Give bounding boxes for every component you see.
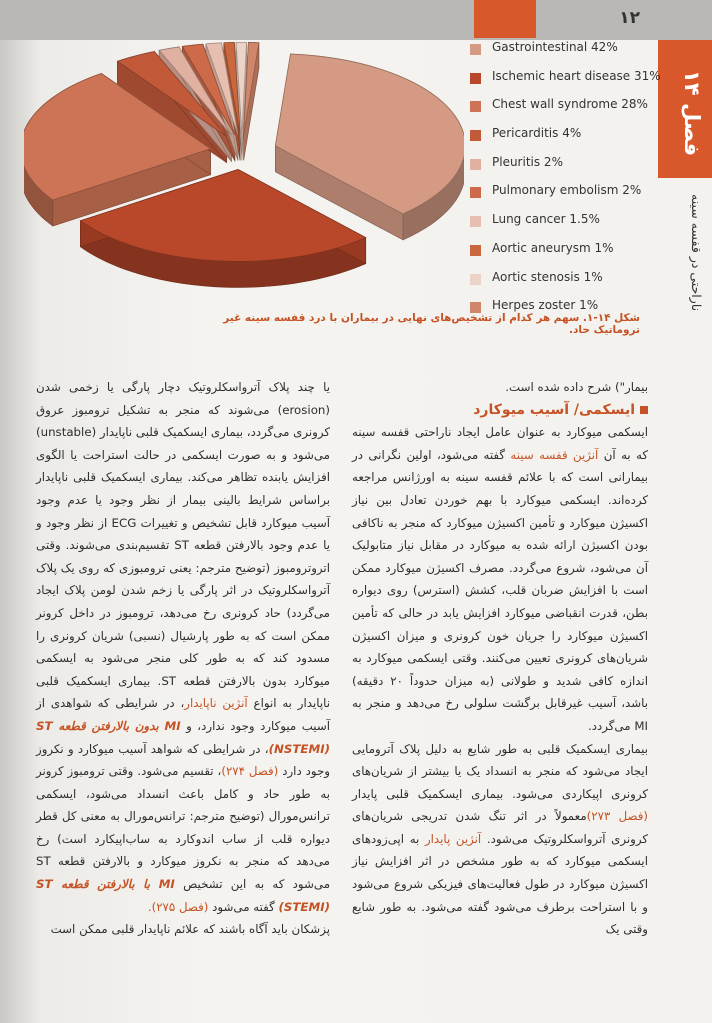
paragraph: پزشکان باید آگاه باشند که علائم ناپایدار قلبی ممکن است xyxy=(50,922,330,937)
chart-legend xyxy=(470,38,661,325)
legend-label: Aortic aneurysm 1% xyxy=(492,240,614,255)
intro-line: بیمار") شرح داده شده است. xyxy=(505,380,648,394)
chapter-reference: (فصل ۲۷۳) xyxy=(586,809,649,824)
legend-item xyxy=(470,38,650,67)
paragraph-text: گفته می‌شود xyxy=(212,899,275,914)
legend-label: Chest wall syndrome 28% xyxy=(492,97,648,112)
chapter-label: فصل ۱۴ xyxy=(680,69,704,157)
page-number: ۱۲ xyxy=(619,8,640,28)
heading-bullet-icon xyxy=(640,406,648,414)
figure-caption: شکل ۱۴-۱. سهم هر کدام از تشخیص‌های نهایی در بیماران با درد قفسه سینه غیر تروماتیک حاد. xyxy=(223,312,640,336)
paragraph-text: بیماری ایسکمیک قلبی به طور شایع به دلیل پلاک آترومایی ایجاد می‌شود که منجر به انسداد یک یا بیشتر از شریان‌های کرونری اپیکاردی می‌شود. بیماری ایسکمیک قلبی پایدار xyxy=(352,741,648,801)
legend-item xyxy=(470,153,650,182)
section-heading xyxy=(352,399,648,422)
highlight-term: MI بدون بالارفتن قطعه ST (NSTEMI) xyxy=(36,718,330,756)
paragraph xyxy=(352,421,648,737)
legend-swatch xyxy=(470,245,481,256)
paragraph-text: معمولاً در اثر تنگ شدن تدریجی شریان‌های کرونری آترواسکلروتیک می‌شود. xyxy=(352,809,649,846)
highlight-term: آنژین قفسه سینه xyxy=(510,447,599,462)
legend-label: Pleuritis 2% xyxy=(492,154,563,169)
section-heading-text: ایسکمی/ آسیب میوکارد xyxy=(473,401,635,418)
legend-swatch xyxy=(470,130,481,141)
legend-swatch xyxy=(470,159,481,170)
paragraph-text: ، تقسیم می‌شود. وقتی ترومبوز کرونر به طور حاد و کامل باعث انسداد می‌شود، ایسکمی ترانس‌مورال (توضیح مترجم: ترانس‌مورال به معنی کل قطر دیواره قلب از ساب اندوکارد به ساب‌اپیکارد است) رخ می‌دهد که منجر به نکروز میوکارد و بالارفتن قطعه ST می‌شود که به این تشخیص xyxy=(36,764,331,892)
legend-item xyxy=(470,268,650,297)
paragraph-text: گفته می‌شود، اولین نگرانی در بیمارانی است که با علائم قفسه سینه به اورژانس مراجعه کرده‌اند. ایسکمی میوکارد با بهم خوردن تعادل بین نیاز اکسیژن میوکارد و تأمین اکسیژن میوکارد که منجر به ناکافی بودن اکسیژن ارائه شده به میوکارد در مقابل نیاز متابولیک آن می‌شود، شروع می‌گردد. مصرف اکسیژن میوکارد ممکن است با افزایش ضربان قلب، کشش (استرس) روی دیواره بطن، قدرت انقباضی میوکارد افزایش یابد در حالی که تأمین اکسیژن میوکارد را جریان خون کرونری و میزان اکسیژن شریان‌های کرونری تعیین می‌کنند. وقتی ایسکمی میوکارد به اندازه کافی شدید و طولانی (به میزان حدوداً ۲۰ دقیقه) باشد، آسیب غیرقابل برگشت سلولی رخ می‌دهد و منجر به MI می‌گردد. xyxy=(352,447,648,733)
chapter-reference: (فصل ۲۷۴) xyxy=(221,764,279,779)
legend-label: Gastrointestinal 42% xyxy=(492,40,618,54)
legend-item xyxy=(470,95,650,124)
paragraph-text: ایسکمی میوکارد به عنوان عامل ایجاد ناراحتی قفسه سینه که به آن xyxy=(352,425,649,462)
highlight-term: آنژین ناپایدار xyxy=(184,696,248,711)
legend-label: Ischemic heart disease 31% xyxy=(492,68,661,83)
legend-item xyxy=(470,124,650,153)
legend-label: Lung cancer 1.5% xyxy=(492,212,600,227)
chapter-subtitle: ناراحتی در قفسه سینه xyxy=(689,194,704,312)
legend-swatch xyxy=(470,101,481,112)
chapter-reference: (فصل ۲۷۵). xyxy=(147,899,209,914)
paragraph-text: ، در شرایطی که شواهد آسیب میوکارد و نکروز وجود دارد xyxy=(36,741,330,779)
highlight-term: آنژین پایدار xyxy=(424,831,482,846)
legend-item xyxy=(470,67,661,96)
legend-item xyxy=(470,239,650,268)
paragraph-text: یا چند پلاک آترواسکلروتیک دچار پارگی یا زخمی شدن (erosion) می‌شوند که منجر به تشکیل ترومبوز عروق کرونری می‌گردد، بیماری ایسکمیک قلبی ناپایدار (unstable) می‌شود و به صورت ایسکمی در حالت استراحت یا الگوی افزایش یابنده تظاهر می‌کند. بیماری ایسکمیک قلبی ناپایدار براساس شرایط بالینی بیمار از نظر وجود یا عدم وجود آسیب میوکارد قابل تشخیص و تغییرات ECG از نظر وجود و یا عدم وجود بالارفتن قطعه ST تقسیم‌بندی می‌شوند. وقتی اتروترومبوز (توضیح مترجم: یعنی ترومبوزی که روی یک پلاک آترواسکلروتیک در اثر پارگی یا زخم شدن لومن پلاک ایجاد می‌گردد) حاد کرونری رخ می‌دهد، ترومبوز در داخل کرونر ممکن است که به طور پارشیال (نسبی) شریان کرونری را مسدود کند که به طور کلی منجر می‌شود به ایسکمی میوکارد بدون بالارفتن قطعه ST. بیماری ایسکمیک قلبی ناپایدار به انواع xyxy=(35,380,331,711)
legend-swatch xyxy=(470,44,481,55)
pie-slice-1 xyxy=(275,54,464,214)
legend-swatch xyxy=(470,274,481,285)
paragraph xyxy=(352,738,648,941)
paragraph-text: ، در شرایطی که شواهدی از آسیب میوکارد وجود ندارد، و xyxy=(36,696,331,733)
legend-item xyxy=(470,210,650,239)
legend-label: Pulmonary embolism 2% xyxy=(492,183,642,198)
legend-label: Herpes zoster 1% xyxy=(492,298,599,313)
legend-label: Aortic stenosis 1% xyxy=(492,269,603,284)
pie-chart xyxy=(24,40,464,320)
highlight-term: MI با بالارفتن قطعه ST (STEMI) xyxy=(36,877,330,914)
pie-chart-svg xyxy=(24,40,464,320)
text-column-left xyxy=(36,376,330,941)
legend-swatch xyxy=(470,187,481,198)
paragraph-text: به اپی‌زودهای ایسکمی میوکارد که به طور مشخص در اثر افزایش نیاز اکسیژن میوکارد در طول فعالیت‌های فیزیکی شروع می‌شود و با استراحت برطرف می‌شود گفته می‌شود. به طور شایع وقتی یک xyxy=(352,831,648,937)
text-column-right xyxy=(352,376,648,941)
legend-item xyxy=(470,181,650,210)
legend-label: Pericarditis 4% xyxy=(492,126,582,141)
legend-swatch xyxy=(470,216,481,227)
legend-swatch xyxy=(470,73,481,84)
page-header-accent xyxy=(474,0,536,38)
paragraph xyxy=(36,376,330,918)
